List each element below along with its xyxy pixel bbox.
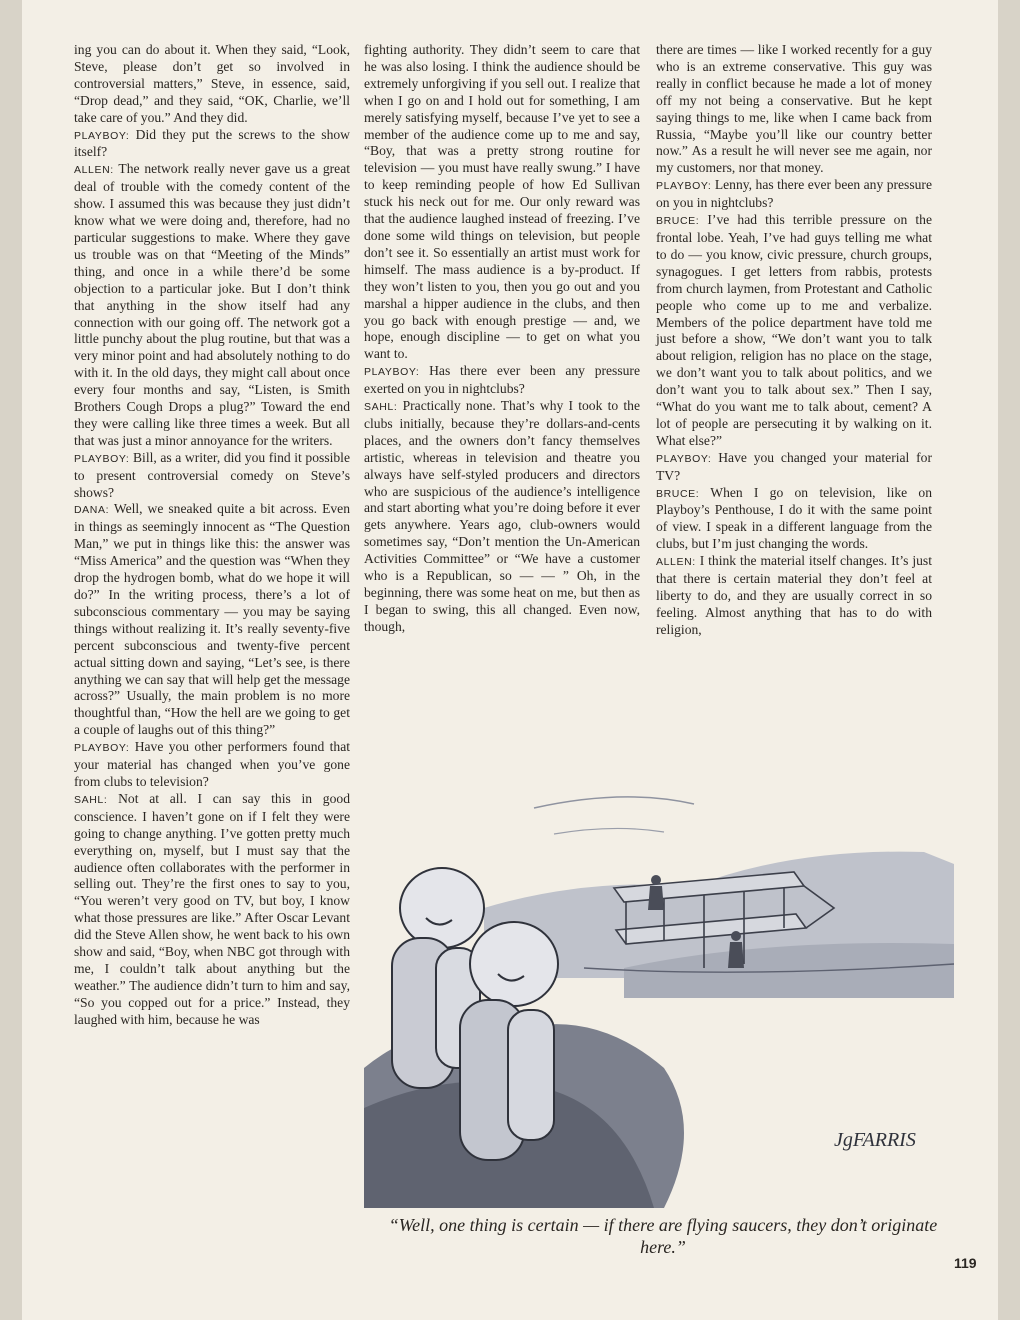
cartoon-caption: “Well, one thing is certain — if there are flying saucers, they don’t originate here.” xyxy=(388,1215,938,1257)
paragraph: fighting authority. They didn’t seem to care that he was also losing. I think the audience should be extremely unforgiving if you sell out. I realize that when I go on and I hold out for something, I am merely satisfying myself, because I’ve yet to see a member of the audience come up to me and say, “Boy, that was a pretty strong routine for television — you must have really swung.” I have to keep reminding people of how Ed Sullivan stuck his neck out for me. Our only reward was that the audience laughed instead of freezing. I’ve done some wild things on television, but people don’t see it. So essentially an artist must work for himself. The mass audience is a by-product. If they won’t listen to you, then you go out and you marshal a hipper audience in the clubs, and then you go back with enough prestige — and, we hope, enough discipline — to get on what you want to. xyxy=(364,42,640,362)
paragraph: SAHL: Not at all. I can say this in good conscience. I haven’t gone on if I felt they were going to change anything. I’ve gotten pretty much everything on, myself, but I must say that the audience often collaborates with the performer in selling out. They’re the first ones to say to you, “You weren’t very good on TV, but boy, I know what those pressures are like.” After Oscar Levant did the Steve Allen show, he went back to his own show and said, “Boy, when NBC got through with me, I couldn’t talk about anything but the weather.” The audience didn’t turn to him and say, “So you copped out for a price.” Instead, they laughed with him, because he was xyxy=(74,790,350,1027)
paragraph: BRUCE: I’ve had this terrible pressure on the frontal lobe. Yeah, I’ve had guys telling me what to do — you know, civic pressure, church groups, synagogues. I get letters from rabbis, protests from church laymen, from Protestant and Catholic people who come up to me and verbalize. Members of the police department have told me just before a show, “We don’t want you to talk about religion, religion has no place on the stage, we don’t want you to talk about politics, and we don’t want you to talk about sex.” Then I say, “What do you want me to talk about, cement? A lot of people are persecuting it by walking on it. What else?” xyxy=(656,212,932,448)
paragraph: ing you can do about it. When they said, “Look, Steve, please don’t get so involved in controversial matters,” Steve, in essence, said, “Drop dead,” and they said, “OK, Charlie, we’ll take care of you.” And they did. xyxy=(74,42,350,125)
paragraph: ALLEN: I think the material itself changes. It’s just that there is certain material they don’t feel at liberty to do, and they are usually correct in so feeling. Almost anything that has to do with religion, xyxy=(656,553,932,637)
paragraph: PLAYBOY: Have you changed your material for TV? xyxy=(656,449,932,483)
speaker-label: PLAYBOY: xyxy=(74,452,130,465)
text-column-3 xyxy=(656,42,932,639)
speaker-label: PLAYBOY: xyxy=(656,452,712,465)
page-number: 119 xyxy=(954,1255,977,1271)
speaker-label: SAHL: xyxy=(74,793,108,806)
paragraph: PLAYBOY: Lenny, has there ever been any pressure on you in nightclubs? xyxy=(656,177,932,211)
cartoonist-signature: JgFARRIS xyxy=(834,1129,916,1151)
speaker-label: BRUCE: xyxy=(656,487,700,500)
speaker-label: PLAYBOY: xyxy=(656,180,712,193)
text-column-2 xyxy=(364,42,640,636)
paragraph: DANA: Well, we sneaked quite a bit across. Even in things as seemingly innocent as “The Question Man,” we put in things like this: the answer was “Miss America” and the question was “When they drop the hydrogen bomb, what do we hope it will do?” In the writing process, there’s a lot of subconscious commentary — you may be saying things without realizing it. It’s really seventy-five percent subconscious and twenty-five percent actual sitting down and saying, “Let’s see, is there anything we can say that will help get the message across?” Usually, the main problem is no more thoughtful than, “How the hell are we going to get a couple of laughs out of this thing?” xyxy=(74,501,350,738)
paragraph: PLAYBOY: Have you other performers found that your material has changed when you’ve gone from clubs to television? xyxy=(74,739,350,789)
speaker-label: DANA: xyxy=(74,504,110,517)
paragraph: PLAYBOY: Did they put the screws to the show itself? xyxy=(74,126,350,160)
speaker-label: ALLEN: xyxy=(656,556,696,569)
speaker-label: BRUCE: xyxy=(656,215,700,228)
speaker-label: PLAYBOY: xyxy=(364,366,420,379)
paragraph: PLAYBOY: Has there ever been any pressure exerted on you in nightclubs? xyxy=(364,363,640,397)
magazine-page xyxy=(22,0,998,1320)
paragraph: SAHL: Practically none. That’s why I took to the clubs initially, because they’re dollars-and-cents places, and the owners don’t fancy themselves artistic, whereas in television and theatre you always have self-styled producers and directors who are suspicious of the audience’s intelligence and start aborting what you’re doing before it ever gets anywhere. Years ago, club-owners would sometimes say, “Don’t mention the Un-American Activities Committee” or “We have a customer who is a Republican, so — — ” Oh, in the beginning, there was some heat on me, but then as I began to swing, this all changed. Even now, though, xyxy=(364,398,640,634)
speaker-label: ALLEN: xyxy=(74,164,114,177)
speaker-label: SAHL: xyxy=(364,401,398,414)
paragraph: ALLEN: The network really never gave us a great deal of trouble with the comedy content of the show. I assumed this was because they just didn’t know what we were doing and, therefore, had no particular suggestions to make. Where they gave us trouble was on that “Meeting of the Minds” thing, and once in a while there’d be some objection to a particular joke. But I don’t think that anything in the show itself had any connection with our going off. The network got a little punchy about the plug routine, but that was a very minor point and had absolutely nothing to do with it. In the old days, they might call about once every four months and say, “Listen, is Smith Brothers Cough Drops a plug?” Toward the end they were calling like three times a week. But all that was just a minor annoyance for the writers. xyxy=(74,161,350,448)
speaker-label: PLAYBOY: xyxy=(74,742,130,755)
text-column-1 xyxy=(74,42,350,1029)
speaker-label: PLAYBOY: xyxy=(74,129,130,142)
paragraph: PLAYBOY: Bill, as a writer, did you find it possible to present controversial comedy on Steve’s shows? xyxy=(74,449,350,500)
paragraph: BRUCE: When I go on television, like on Playboy’s Penthouse, I do it with the same point of view. I speak in a different language from the clubs, but I’m just changing the words. xyxy=(656,484,932,552)
paragraph: there are times — like I worked recently for a guy who is an extreme conservative. This guy was really in conflict because he made a lot of money off my not being a conservative. But he kept saying things to me, like when I came back from Russia, “Maybe you’ll like our country better now.” As a result he will never see me again, nor my customers, nor that money. xyxy=(656,42,932,176)
cartoon-illustration xyxy=(364,768,954,1208)
